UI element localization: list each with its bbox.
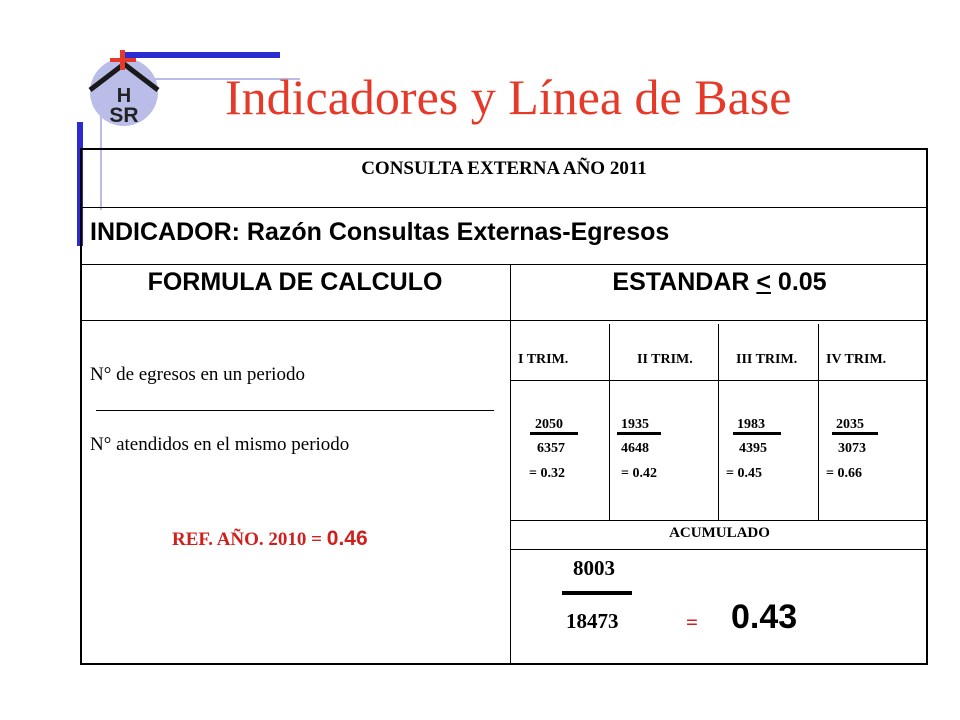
quarter-grid-divider <box>511 520 928 521</box>
standard-symbol: < <box>756 268 771 296</box>
reference-value: 0.46 <box>326 527 368 550</box>
formula-header: FORMULA DE CALCULO <box>147 268 443 296</box>
quarter-column-divider <box>718 324 719 520</box>
accumulated-equals: = <box>686 610 698 634</box>
logo-letters-sr: SR <box>109 104 139 127</box>
q2-numerator: 1935 <box>621 417 649 432</box>
quarter-grid-divider <box>511 380 928 381</box>
formula-numerator: N° de egresos en un periodo <box>90 364 305 385</box>
reference-label: REF. AÑO. 2010 = <box>172 529 327 550</box>
q4-result: = 0.66 <box>826 466 862 481</box>
table-divider <box>80 320 928 321</box>
quarter-column-divider <box>818 324 819 520</box>
quarter-header-3: III TRIM. <box>736 352 798 367</box>
quarter-header-2: II TRIM. <box>637 352 693 367</box>
indicator-label: INDICADOR: Razón Consultas Externas-Egresos <box>90 218 670 246</box>
accumulated-header: ACUMULADO <box>669 525 770 541</box>
slide-title: Indicadores y Línea de Base <box>225 69 792 125</box>
accumulated-result: 0.43 <box>731 598 798 636</box>
q2-result: = 0.42 <box>621 466 657 481</box>
table-divider <box>80 264 928 265</box>
accumulated-numerator: 8003 <box>573 556 615 580</box>
quarter-column-divider <box>609 324 610 520</box>
quarter-header-4: IV TRIM. <box>826 352 887 367</box>
logo-letter-h: H <box>116 85 132 107</box>
q4-fraction-line <box>832 432 878 435</box>
standard-prefix: ESTANDAR <box>612 268 757 296</box>
q1-result: = 0.32 <box>529 466 565 481</box>
quarter-grid-divider <box>511 549 928 550</box>
q3-denominator: 4395 <box>739 441 767 456</box>
reference-2010 <box>172 527 368 551</box>
q1-fraction-line <box>530 432 578 435</box>
accumulated-fraction-line <box>562 591 632 595</box>
table-header: CONSULTA EXTERNA AÑO 2011 <box>361 158 647 179</box>
q3-numerator: 1983 <box>737 417 765 432</box>
q1-denominator: 6357 <box>537 441 565 456</box>
standard-value: 0.05 <box>770 268 827 296</box>
q3-result: = 0.45 <box>726 466 762 481</box>
q1-numerator: 2050 <box>535 417 563 432</box>
formula-fraction-line <box>96 410 494 411</box>
q3-fraction-line <box>733 432 781 435</box>
quarter-header-1: I TRIM. <box>518 352 569 367</box>
hospital-logo-icon <box>84 50 164 130</box>
q2-denominator: 4648 <box>621 441 649 456</box>
formula-denominator: N° atendidos en el mismo periodo <box>90 434 350 455</box>
table-column-divider <box>510 264 511 664</box>
accumulated-denominator: 18473 <box>566 609 619 633</box>
standard-header <box>511 268 928 297</box>
q4-numerator: 2035 <box>836 417 864 432</box>
table-divider <box>80 207 928 208</box>
q2-fraction-line <box>617 432 661 435</box>
q4-denominator: 3073 <box>838 441 866 456</box>
